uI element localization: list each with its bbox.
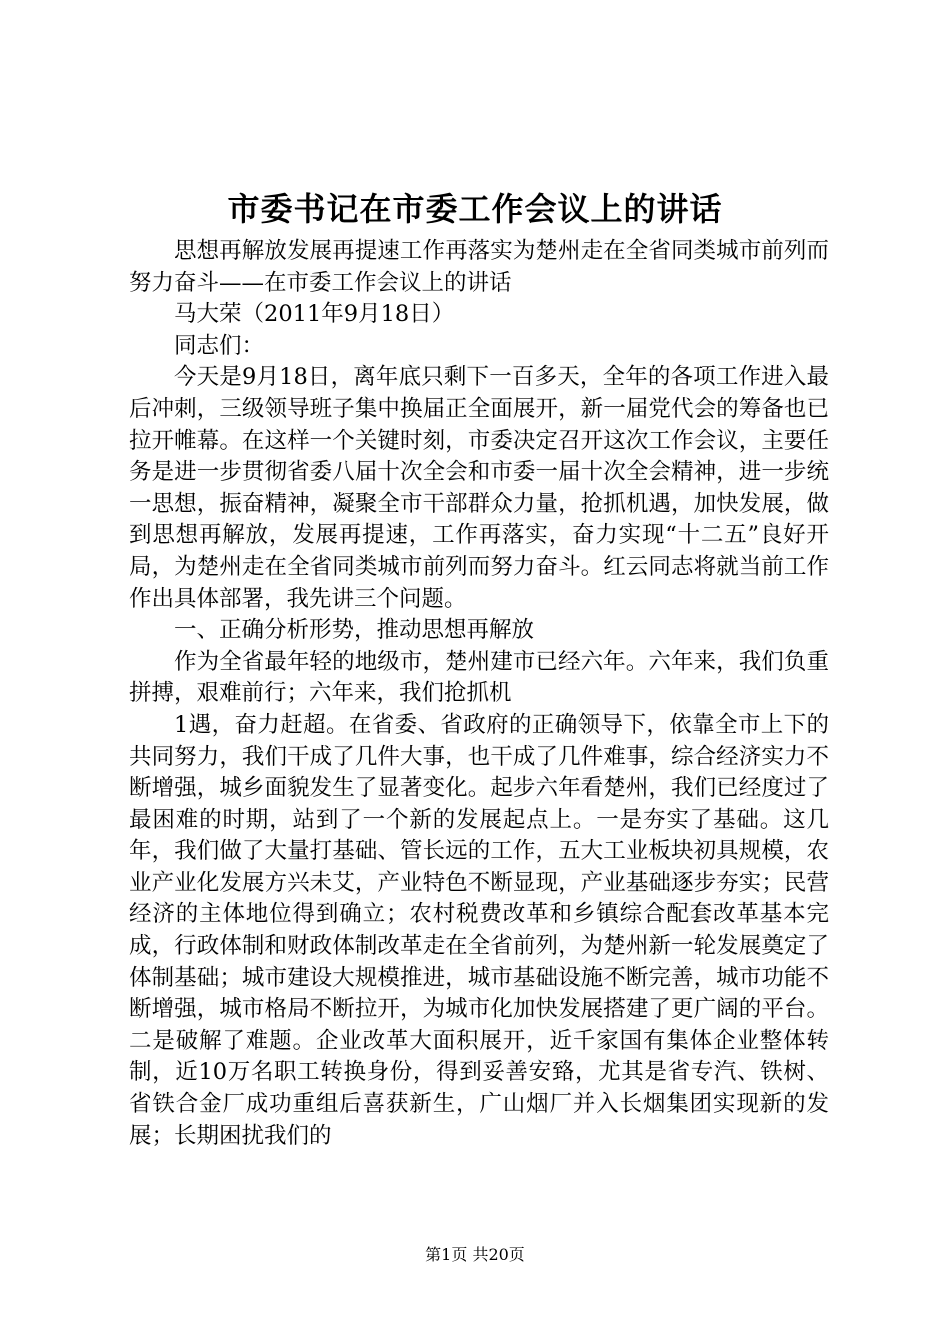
- document-body: [129, 236, 829, 1152]
- body-paragraph: 1遇，奋力赶超。在省委、省政府的正确领导下，依靠全市上下的共同努力，我们干成了几件大事，也干成了几件难事，综合经济实力不断增强，城乡面貌发生了显著变化。起步六年看楚州，我们已经度过了最困难的时期，站到了一个新的发展起点上。一是夯实了基础。这几年，我们做了大量打基础、管长远的工作，五大工业板块初具规模，农业产业化发展方兴未艾，产业特色不断显现，产业基础逐步夯实；民营经济的主体地位得到确立；农村税费改革和乡镇综合配套改革基本完成，行政体制和财政体制改革走在全省前列，为楚州新一轮发展奠定了体制基础；城市建设大规模推进，城市基础设施不断完善，城市功能不断增强，城市格局不断拉开，为城市化加快发展搭建了更广阔的平台。二是破解了难题。企业改革大面积展开，近千家国有集体企业整体转制，近10万名职工转换身份，得到妥善安臵，尤其是省专汽、铁树、省铁合金厂成功重组后喜获新生，广山烟厂并入长烟集团实现新的发展；长期困扰我们的: [129, 711, 829, 1149]
- body-paragraph: 今天是9月18日，离年底只剩下一百多天，全年的各项工作进入最后冲刺，三级领导班子集中换届正全面展开，新一届党代会的筹备也已拉开帷幕。在这样一个关键时刻，市委决定召开这次工作会议，主要任务是进一步贯彻省委八届十次全会和市委一届十次全会精神，进一步统一思想，振奋精神，凝聚全市干部群众力量，抢抓机遇，加快发展，做到思想再解放，发展再提速，工作再落实，奋力实现“十二五”良好开局，为楚州走在全省同类城市前列而努力奋斗。红云同志将就当前工作作出具体部署，我先讲三个问题。: [129, 364, 829, 612]
- page-number-footer: 第1页 共20页: [425, 1245, 525, 1264]
- salutation-paragraph: 同志们：: [174, 332, 265, 359]
- body-paragraph: 作为全省最年轻的地级市，楚州建市已经六年。六年来，我们负重拼搏，艰难前行；六年来，我们抢抓机: [129, 648, 829, 707]
- subtitle-paragraph: 思想再解放发展再提速工作再落实为楚州走在全省同类城市前列而努力奋斗——在市委工作会议上的讲话: [129, 238, 829, 296]
- document-title: 市委书记在市委工作会议上的讲话: [227, 190, 723, 228]
- section-heading: 一、正确分析形势，推动思想再解放: [174, 617, 535, 644]
- author-date-paragraph: 马大荣（2011年9月18日）: [174, 301, 455, 328]
